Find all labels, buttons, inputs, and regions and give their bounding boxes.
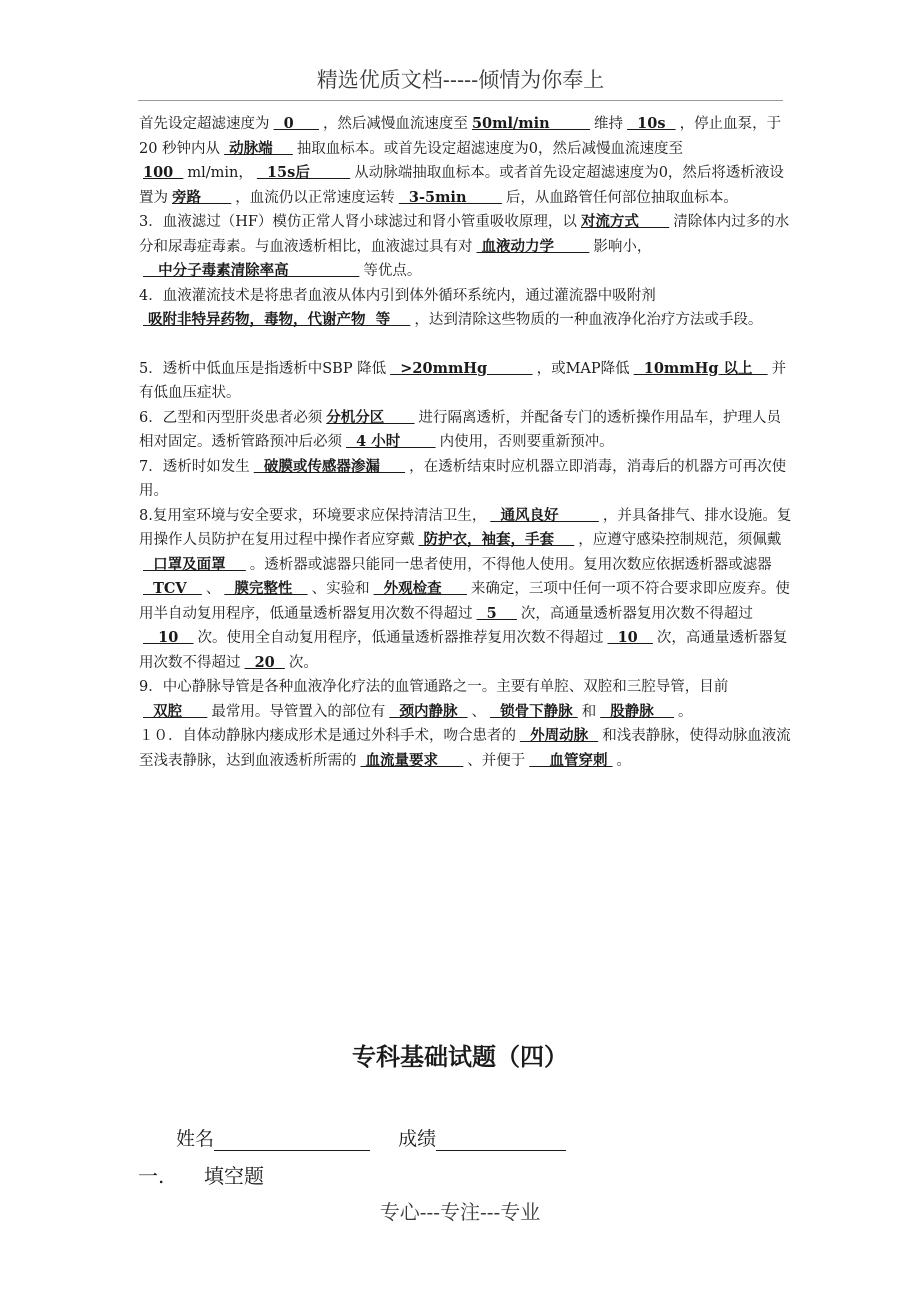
filled-answer: 20 xyxy=(244,653,285,671)
filled-answer: 锁骨下静脉 xyxy=(490,702,578,720)
paragraph-5 xyxy=(139,357,795,406)
question-text: 。 xyxy=(678,703,693,720)
filled-answer: 10 xyxy=(143,629,194,646)
filled-answer: 50ml/min xyxy=(471,115,591,132)
question-text: 后，从血路管任何部位抽取血标本。 xyxy=(505,189,738,206)
paragraph-4 xyxy=(139,284,795,333)
filled-answer: 4 小时 xyxy=(346,433,436,450)
paragraph-2 xyxy=(139,112,795,210)
filled-answer: >20mmHg xyxy=(390,359,533,377)
question-text: ，在透析结束时应机器立即消毒，消毒后的机器方可再次使用。 xyxy=(139,458,787,499)
question-text: 、实验和 xyxy=(311,581,370,597)
question-text: 和浅表静脉，使得动脉血液流至浅表静脉，达到血液透析所需的 xyxy=(139,728,791,769)
section-heading xyxy=(138,1160,264,1189)
question-text: 3．血液滤过（HF）模仿正常人肾小球滤过和肾小管重吸收原理，以 xyxy=(139,214,577,230)
paragraph-6 xyxy=(139,406,795,455)
question-text: 最常用。导管置入的部位有 xyxy=(211,703,386,720)
filled-answer: 5 xyxy=(476,604,517,622)
filled-answer: 颈内静脉 xyxy=(389,702,468,720)
question-text: ，应遵守感染控制规范，须佩戴 xyxy=(578,532,782,548)
name-score-row xyxy=(176,1124,566,1151)
filled-answer: 股静脉 xyxy=(600,702,674,720)
question-text: 、 xyxy=(471,703,487,720)
filled-answer: TCV xyxy=(143,580,202,597)
question-text: 首先设定超滤速度为 xyxy=(139,116,270,132)
score-blank-line[interactable] xyxy=(436,1128,566,1151)
exam-title: 专科基础试题（四） xyxy=(352,1042,568,1071)
question-text: 、 xyxy=(205,581,221,597)
name-blank-line[interactable] xyxy=(214,1128,370,1151)
question-text: 从动脉端抽取血标本。或者首先设定超滤速度为0，然后将透析液设置为 xyxy=(139,165,784,206)
filled-answer: 血液动力学 xyxy=(476,237,590,255)
question-text: 4．血液灌流技术是将患者血液从体内引到体外循环系统内，通过灌流器中吸附剂 xyxy=(139,287,656,304)
question-text: 等优点。 xyxy=(363,263,422,279)
filled-answer: 动脉端 xyxy=(224,139,293,157)
paragraph-8 xyxy=(139,504,795,676)
question-text: ml/min， xyxy=(187,165,253,181)
question-text: 维持 xyxy=(594,116,624,132)
filled-answer: 血流量要求 xyxy=(360,751,464,769)
question-text: 9．中心静脉导管是各种血液净化疗法的血管通路之一。主要有单腔、双腔和三腔导管，目前 xyxy=(139,679,729,695)
question-text: ，达到清除这些物质的一种血液净化治疗方法或手段。 xyxy=(414,312,763,328)
question-text: 6．乙型和丙型肝炎患者必须 xyxy=(139,409,323,426)
question-text: ，停止血泵，于20 秒钟内从 xyxy=(139,116,782,157)
section-title: 填空题 xyxy=(204,1164,264,1188)
filled-answer: 3-5min xyxy=(398,188,502,206)
question-text: 、并便于 xyxy=(467,752,526,769)
filled-answer: 双腔 xyxy=(143,702,208,720)
question-text: 。 xyxy=(616,752,632,769)
document-body xyxy=(139,112,795,773)
question-text: ，然后减慢血流速度至 xyxy=(322,116,468,132)
filled-answer: 口罩及面罩 xyxy=(143,555,246,573)
score-label: 成绩 xyxy=(398,1128,437,1150)
question-text: 并有低血压症状。 xyxy=(139,360,787,401)
question-text: 8.复用室环境与安全要求，环境要求应保持清洁卫生， xyxy=(139,507,487,524)
filled-answer: 中分子毒素清除率高 xyxy=(143,262,360,279)
question-text: 次。使用全自动复用程序，低通量透析器推荐复用次数不得超过 xyxy=(197,630,604,646)
filled-answer: 血管穿刺 xyxy=(529,751,613,769)
filled-answer: 分机分区 xyxy=(326,408,415,426)
page-header: 精选优质文档-----倾情为你奉上 xyxy=(138,64,783,101)
paragraph-9 xyxy=(139,675,795,724)
filled-answer: 破膜或传感器渗漏 xyxy=(253,457,406,475)
question-text: 和 xyxy=(581,703,597,720)
filled-answer: 外周动脉 xyxy=(520,727,599,744)
question-text: 影响小， xyxy=(593,238,652,255)
filled-answer: 通风良好 xyxy=(490,506,599,524)
question-text: 5．透析中低血压是指透析中SBP 降低 xyxy=(139,360,387,377)
question-text: 进行隔离透析，并配备专门的透析操作用品车，护理人员相对固定。透析管路预冲后必须 xyxy=(139,409,782,450)
question-text: 次，高通量透析器复用次数不得超过 xyxy=(520,605,753,622)
page-footer: 专心---专注---专业 xyxy=(379,1200,541,1224)
filled-answer: 对流方式 xyxy=(580,213,670,230)
question-text: ，或MAP降低 xyxy=(536,360,630,377)
paragraph-10 xyxy=(139,724,795,773)
name-label: 姓名 xyxy=(176,1128,215,1150)
question-text: 内使用，否则要重新预冲。 xyxy=(439,434,614,450)
question-text: ，并具备排气、排水设施。复用操作人员防护在复用过程中操作者应穿戴 xyxy=(139,507,792,548)
filled-answer: 100 xyxy=(143,164,184,181)
filled-answer: 0 xyxy=(273,115,319,132)
paragraph-7 xyxy=(139,455,795,504)
filled-answer: 10 xyxy=(607,629,653,646)
question-text: 清除体内过多的水分和尿毒症毒素。与血液透析相比，血液滤过具有对 xyxy=(139,214,790,255)
filled-answer: 15s后 xyxy=(256,164,351,181)
question-text: 次。 xyxy=(288,654,318,671)
filled-answer: 外观检查 xyxy=(373,580,467,597)
filled-answer: 10mmHg 以上 xyxy=(633,359,768,377)
question-text: 次，高通量透析器复用次数不得超过 xyxy=(139,630,788,671)
section-number: 一. xyxy=(138,1164,165,1188)
question-text: 抽取血标本。或首先设定超滤速度为0，然后减慢血流速度至 xyxy=(296,140,684,157)
filled-answer: 膜完整性 xyxy=(224,580,308,597)
filled-answer: 吸附非特异药物，毒物，代谢产物 等 xyxy=(143,311,411,328)
question-text: 。透析器或滤器只能同一患者使用，不得他人使用。复用次数应依据透析器或滤器 xyxy=(249,556,772,573)
question-text: 来确定，三项中任何一项不符合要求即应废弃。使用半自动复用程序，低通量透析器复用次数不得超过 xyxy=(139,581,790,622)
question-text: １０．自体动静脉内瘘成形术是通过外科手术，吻合患者的 xyxy=(139,728,516,744)
paragraph-3 xyxy=(139,210,795,284)
filled-answer: 防护衣，袖套，手套 xyxy=(418,531,575,548)
question-text: ，血流仍以正常速度运转 xyxy=(235,189,395,206)
question-text: 7．透析时如发生 xyxy=(139,458,250,475)
filled-answer: 旁路 xyxy=(172,188,232,206)
filled-answer: 10s xyxy=(627,115,676,132)
paragraph-gap xyxy=(139,333,795,357)
